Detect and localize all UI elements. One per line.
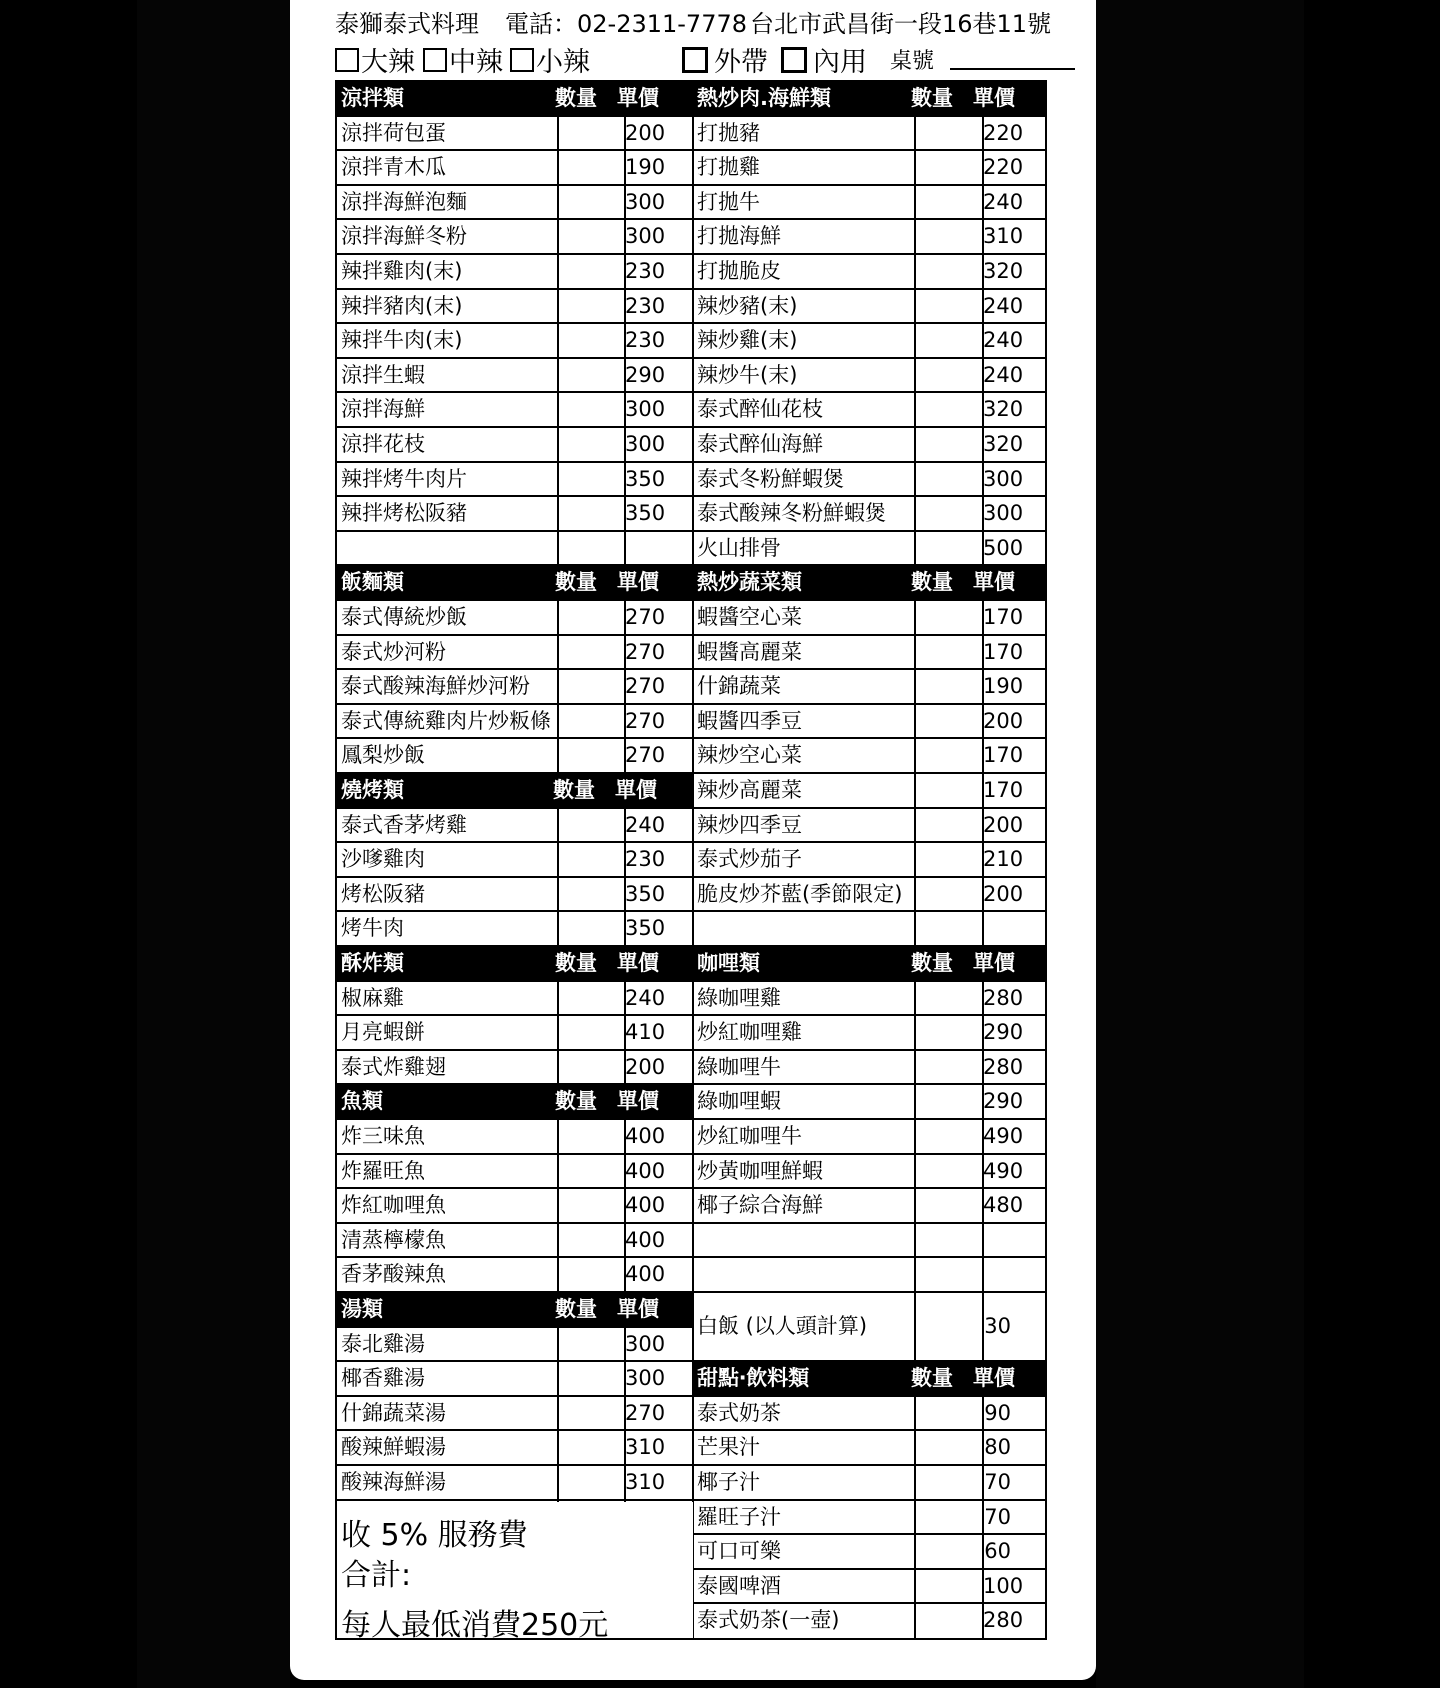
item-name: 涼拌荷包蛋 — [341, 120, 446, 145]
menu-item-row[interactable] — [337, 601, 693, 636]
item-name: 辣炒牛(末) — [697, 362, 798, 387]
item-name: 清蒸檸檬魚 — [341, 1227, 446, 1252]
item-name: 可口可樂 — [697, 1539, 781, 1564]
menu-item-row[interactable] — [337, 1431, 693, 1466]
item-name: 炸三味魚 — [341, 1124, 425, 1148]
item-price: 400 — [625, 1158, 666, 1183]
menu-item-row[interactable] — [693, 1258, 1045, 1293]
menu-item-row[interactable] — [337, 428, 693, 463]
menu-item-row[interactable] — [693, 1431, 1045, 1466]
price-column-header: 單價 — [617, 1089, 659, 1114]
item-price: 300 — [625, 432, 666, 456]
item-name: 泰式炸雞翅 — [341, 1054, 446, 1079]
menu-item-row[interactable] — [693, 1051, 1045, 1086]
item-price: 310 — [625, 1470, 666, 1494]
menu-item-row[interactable] — [693, 1535, 1045, 1570]
spice-mild-option[interactable] — [510, 40, 590, 79]
item-price: 270 — [625, 1400, 666, 1425]
left-background — [0, 0, 137, 1688]
checkbox-icon[interactable] — [682, 47, 708, 73]
item-name: 打拋豬 — [697, 120, 760, 145]
service-charge-note: 收 5% 服務費 — [341, 1518, 528, 1553]
item-name: 泰北雞湯 — [341, 1331, 425, 1356]
dinein-option[interactable] — [781, 40, 867, 79]
item-name: 芒果汁 — [697, 1435, 760, 1460]
item-price: 280 — [983, 1608, 1024, 1633]
item-price: 90 — [984, 1400, 1011, 1425]
item-name: 泰式香茅烤雞 — [341, 812, 467, 837]
item-name: 泰式傳統雞肉片炒粄條 — [341, 708, 551, 733]
item-price: 410 — [625, 1020, 666, 1045]
section-title: 咖哩類 — [697, 951, 760, 975]
menu-item-row[interactable] — [693, 428, 1045, 463]
item-price: 240 — [625, 812, 666, 837]
item-price: 170 — [983, 778, 1024, 802]
qty-column-header: 數量 — [911, 86, 953, 110]
item-name: 打拋海鮮 — [697, 224, 781, 249]
price-column-header: 單價 — [615, 778, 657, 802]
menu-item-row[interactable] — [337, 324, 693, 359]
item-price: 200 — [983, 708, 1024, 733]
item-name: 綠咖哩牛 — [697, 1054, 781, 1079]
menu-item-row[interactable] — [337, 878, 693, 913]
menu-item-row[interactable] — [337, 843, 693, 878]
section-title: 燒烤類 — [341, 778, 404, 802]
menu-item-row[interactable] — [337, 1466, 693, 1501]
item-price: 490 — [983, 1124, 1024, 1148]
footer-box — [337, 1502, 693, 1643]
item-price: 400 — [625, 1262, 666, 1287]
item-price: 320 — [983, 432, 1024, 456]
price-column-header: 單價 — [617, 951, 659, 975]
menu-item-row[interactable] — [337, 220, 693, 255]
menu-item-row[interactable] — [693, 1016, 1045, 1051]
restaurant-name: 泰獅泰式料理 — [335, 10, 479, 38]
item-price: 350 — [625, 881, 666, 906]
item-name: 辣拌豬肉(末) — [341, 293, 463, 318]
item-price: 300 — [983, 501, 1024, 526]
item-name: 辣炒空心菜 — [697, 743, 802, 768]
item-price: 60 — [984, 1539, 1011, 1564]
menu-item-row[interactable] — [693, 1189, 1045, 1224]
item-price: 230 — [625, 328, 666, 353]
item-price: 100 — [983, 1573, 1024, 1598]
price-column-header: 單價 — [617, 86, 659, 110]
item-price: 320 — [983, 259, 1024, 283]
item-price: 230 — [625, 259, 666, 283]
section-header-veg — [693, 566, 1045, 601]
item-name: 酸辣海鮮湯 — [341, 1470, 446, 1494]
menu-item-row[interactable] — [693, 912, 1045, 947]
menu-item-row[interactable] — [693, 1466, 1045, 1501]
menu-item-row[interactable] — [337, 982, 693, 1017]
menu-item-row[interactable] — [693, 117, 1045, 152]
section-header-stirfry — [693, 82, 1045, 117]
menu-item-row[interactable] — [337, 1120, 693, 1155]
item-name: 蝦醬四季豆 — [697, 708, 802, 733]
price-column-header: 單價 — [973, 951, 1015, 975]
menu-item-row[interactable] — [337, 151, 693, 186]
menu-item-row[interactable] — [693, 290, 1045, 325]
menu-item-row[interactable] — [337, 1328, 693, 1363]
dinein-label: 內用 — [813, 47, 867, 78]
item-name: 蝦醬高麗菜 — [697, 639, 802, 664]
item-name: 辣拌烤牛肉片 — [341, 466, 467, 491]
item-price: 350 — [625, 916, 666, 941]
item-name: 泰式酸辣冬粉鮮蝦煲 — [697, 501, 886, 526]
item-price: 290 — [983, 1020, 1024, 1045]
spice-mid-option[interactable] — [423, 40, 503, 79]
checkbox-icon[interactable] — [510, 48, 534, 72]
menu-item-row[interactable] — [337, 359, 693, 394]
item-price: 220 — [983, 120, 1024, 145]
menu-item-row[interactable] — [337, 1189, 693, 1224]
menu-item-row[interactable] — [693, 878, 1045, 913]
section-header-fried — [337, 947, 693, 982]
section-title: 甜點‧飲料類 — [697, 1366, 810, 1391]
item-price: 70 — [984, 1470, 1011, 1494]
qty-column-header: 數量 — [555, 570, 597, 595]
item-name: 沙嗲雞肉 — [341, 847, 425, 872]
menu-item-row[interactable] — [337, 739, 693, 774]
menu-item-row[interactable] — [693, 532, 1045, 567]
item-price: 350 — [625, 466, 666, 491]
menu-item-row[interactable] — [693, 843, 1045, 878]
menu-item-row[interactable] — [693, 739, 1045, 774]
price-column-header: 單價 — [973, 570, 1015, 595]
section-title: 熱炒蔬菜類 — [697, 570, 802, 595]
item-name: 什錦蔬菜湯 — [341, 1400, 446, 1425]
item-name: 酸辣鮮蝦湯 — [341, 1435, 446, 1460]
spice-mid-label: 中辣 — [449, 47, 503, 78]
qty-column-header: 數量 — [555, 1297, 597, 1321]
menu-item-row[interactable] — [693, 186, 1045, 221]
item-price: 240 — [983, 362, 1024, 387]
item-price: 500 — [983, 535, 1024, 560]
item-price: 400 — [625, 1124, 666, 1148]
phone-number: 電話：02-2311-7778 — [505, 10, 748, 38]
menu-item-row[interactable] — [693, 463, 1045, 498]
item-price: 200 — [625, 1054, 666, 1079]
item-name: 打拋雞 — [697, 155, 760, 180]
item-price: 240 — [983, 328, 1024, 353]
menu-item-row[interactable] — [693, 1397, 1045, 1432]
item-price: 270 — [625, 708, 666, 733]
menu-item-row[interactable] — [337, 117, 693, 152]
menu-item-row[interactable] — [693, 220, 1045, 255]
menu-item-row[interactable] — [693, 670, 1045, 705]
item-name: 涼拌青木瓜 — [341, 155, 446, 180]
menu-item-row[interactable] — [337, 1224, 693, 1259]
item-price: 270 — [625, 605, 666, 629]
item-price: 230 — [625, 847, 666, 872]
item-name: 炒黃咖哩鮮蝦 — [697, 1158, 823, 1183]
section-header-cold — [337, 82, 693, 117]
menu-item-row[interactable] — [337, 1051, 693, 1086]
header-line — [335, 4, 1075, 40]
item-name: 火山排骨 — [697, 535, 781, 560]
item-name: 椰子汁 — [697, 1470, 760, 1494]
checkbox-icon[interactable] — [781, 47, 807, 73]
item-price: 300 — [625, 1331, 666, 1356]
item-name: 蝦醬空心菜 — [697, 605, 802, 629]
qty-column-header: 數量 — [911, 570, 953, 595]
item-price: 80 — [984, 1435, 1011, 1460]
menu-item-row[interactable] — [337, 809, 693, 844]
menu-item-row[interactable] — [337, 1016, 693, 1051]
menu-item-row[interactable] — [693, 255, 1045, 290]
menu-item-row[interactable] — [693, 636, 1045, 671]
item-price: 170 — [983, 743, 1024, 768]
left-background-inner — [137, 0, 290, 1688]
item-name: 炸紅咖哩魚 — [341, 1193, 446, 1218]
menu-item-row[interactable] — [693, 393, 1045, 428]
item-name: 辣拌牛肉(末) — [341, 328, 463, 353]
item-name: 泰式醉仙花枝 — [697, 397, 823, 422]
item-price: 300 — [625, 1366, 666, 1391]
item-name: 綠咖哩雞 — [697, 985, 781, 1010]
item-name: 香茅酸辣魚 — [341, 1262, 446, 1287]
item-price: 320 — [983, 397, 1024, 422]
item-price: 240 — [983, 189, 1024, 214]
item-name: 椰子綜合海鮮 — [697, 1193, 823, 1218]
item-name: 羅旺子汁 — [697, 1504, 781, 1529]
item-name: 涼拌海鮮 — [341, 397, 425, 422]
menu-item-row[interactable] — [693, 1570, 1045, 1605]
item-name: 辣炒四季豆 — [697, 812, 802, 837]
item-price: 310 — [625, 1435, 666, 1460]
menu-item-row[interactable] — [693, 1120, 1045, 1155]
section-header-dessert — [693, 1362, 1045, 1397]
menu-item-row[interactable] — [337, 532, 693, 567]
qty-column-header: 數量 — [911, 951, 953, 975]
item-price: 170 — [983, 639, 1024, 664]
item-name: 辣炒雞(末) — [697, 328, 798, 353]
checkbox-icon[interactable] — [423, 48, 447, 72]
item-price: 240 — [625, 985, 666, 1010]
qty-column-header: 數量 — [555, 86, 597, 110]
section-header-grill — [337, 774, 693, 809]
checkbox-icon[interactable] — [335, 48, 359, 72]
item-price: 300 — [625, 224, 666, 249]
menu-item-row[interactable] — [337, 186, 693, 221]
menu-item-row[interactable] — [693, 1155, 1045, 1190]
spice-hot-option[interactable] — [335, 40, 415, 79]
item-price: 170 — [983, 605, 1024, 629]
section-title: 涼拌類 — [341, 86, 404, 110]
menu-item-row[interactable] — [693, 359, 1045, 394]
item-name: 泰式奶茶 — [697, 1400, 781, 1425]
item-price: 280 — [983, 1054, 1024, 1079]
item-price: 200 — [983, 881, 1024, 906]
menu-item-row[interactable] — [337, 705, 693, 740]
section-title: 熱炒肉.海鮮類 — [697, 86, 831, 110]
item-price: 350 — [625, 501, 666, 526]
item-name: 椒麻雞 — [341, 985, 404, 1010]
item-price: 400 — [625, 1193, 666, 1218]
menu-item-row[interactable] — [693, 1085, 1045, 1120]
menu-item-row[interactable] — [337, 670, 693, 705]
item-name: 辣拌雞肉(末) — [341, 259, 463, 283]
section-title: 湯類 — [341, 1297, 383, 1321]
item-price: 200 — [625, 120, 666, 145]
item-price: 30 — [984, 1314, 1011, 1338]
menu-item-row[interactable] — [337, 1362, 693, 1397]
item-price: 290 — [983, 1089, 1024, 1114]
item-price: 280 — [983, 985, 1024, 1010]
table-number-label: 桌號 — [890, 49, 935, 74]
menu-item-row[interactable] — [693, 324, 1045, 359]
item-name: 什錦蔬菜 — [697, 674, 781, 699]
item-name: 辣炒豬(末) — [697, 293, 798, 318]
item-name: 炸羅旺魚 — [341, 1158, 425, 1183]
item-price: 200 — [983, 812, 1024, 837]
menu-item-row[interactable] — [337, 290, 693, 325]
item-price: 400 — [625, 1227, 666, 1252]
item-price: 300 — [983, 466, 1024, 491]
menu-item-row[interactable] — [693, 601, 1045, 636]
item-name: 泰式奶茶(一壺) — [697, 1608, 840, 1633]
menu-item-row[interactable] — [337, 1397, 693, 1432]
spice-hot-label: 大辣 — [361, 47, 415, 78]
menu-item-row[interactable] — [693, 705, 1045, 740]
item-price: 210 — [983, 847, 1024, 872]
item-name: 脆皮炒芥藍(季節限定) — [697, 881, 903, 906]
price-column-header: 單價 — [973, 86, 1015, 110]
menu-item-row[interactable] — [693, 1224, 1045, 1259]
item-name: 涼拌海鮮冬粉 — [341, 224, 467, 249]
item-name: 泰式醉仙海鮮 — [697, 432, 823, 456]
address: 台北市武昌街一段16巷11號 — [750, 10, 1052, 38]
item-price: 240 — [983, 293, 1024, 318]
item-price: 290 — [625, 362, 666, 387]
item-price: 300 — [625, 397, 666, 422]
item-price: 70 — [984, 1504, 1011, 1529]
item-price: 270 — [625, 743, 666, 768]
item-name: 泰式酸辣海鮮炒河粉 — [341, 674, 530, 699]
price-column-header: 單價 — [617, 570, 659, 595]
item-name: 泰式傳統炒飯 — [341, 605, 467, 629]
menu-item-row[interactable] — [337, 497, 693, 532]
section-header-rice — [337, 566, 693, 601]
minimum-spend-note: 每人最低消費250元 — [341, 1608, 609, 1643]
menu-item-row[interactable] — [337, 463, 693, 498]
section-header-fish — [337, 1085, 693, 1120]
menu-item-row[interactable] — [693, 774, 1045, 809]
section-header-soup — [337, 1293, 693, 1328]
item-name: 泰式炒茄子 — [697, 847, 802, 872]
price-column-header: 單價 — [973, 1366, 1015, 1391]
item-name: 綠咖哩蝦 — [697, 1089, 781, 1114]
item-price: 490 — [983, 1158, 1024, 1183]
item-name: 泰式炒河粉 — [341, 639, 446, 664]
menu-item-row[interactable] — [337, 1258, 693, 1293]
item-name: 鳳梨炒飯 — [341, 743, 425, 768]
item-name: 打拋脆皮 — [697, 259, 781, 283]
menu-item-row[interactable] — [337, 1155, 693, 1190]
item-price: 300 — [625, 189, 666, 214]
item-name: 月亮蝦餅 — [341, 1020, 425, 1045]
item-price: 190 — [625, 155, 666, 180]
item-price: 220 — [983, 155, 1024, 180]
item-name: 泰式冬粉鮮蝦煲 — [697, 466, 844, 491]
qty-column-header: 數量 — [555, 1089, 597, 1114]
qty-column-header: 數量 — [553, 778, 595, 802]
item-price: 230 — [625, 293, 666, 318]
menu-item-row[interactable] — [337, 393, 693, 428]
item-price: 270 — [625, 639, 666, 664]
qty-column-header: 數量 — [911, 1366, 953, 1391]
item-name: 涼拌花枝 — [341, 432, 425, 456]
price-column-header: 單價 — [617, 1297, 659, 1321]
menu-sheet — [290, 0, 1096, 1680]
white-rice-row[interactable] — [693, 1293, 1045, 1362]
takeout-option[interactable] — [682, 40, 768, 79]
menu-item-row[interactable] — [693, 809, 1045, 844]
item-name: 炒紅咖哩雞 — [697, 1020, 802, 1045]
takeout-label: 外帶 — [714, 47, 768, 78]
item-price: 480 — [983, 1193, 1024, 1218]
menu-item-row[interactable] — [693, 1604, 1045, 1639]
item-name: 打拋牛 — [697, 189, 760, 214]
menu-item-row[interactable] — [693, 497, 1045, 532]
menu-item-row[interactable] — [337, 636, 693, 671]
menu-grid — [335, 80, 1047, 1643]
menu-item-row[interactable] — [693, 982, 1045, 1017]
right-background-inner — [1096, 0, 1304, 1688]
item-name: 涼拌海鮮泡麵 — [341, 189, 467, 214]
item-price: 310 — [983, 224, 1024, 249]
item-name: 烤松阪豬 — [341, 881, 425, 906]
item-price: 270 — [625, 674, 666, 699]
item-name: 白飯 (以人頭計算) — [697, 1314, 868, 1338]
item-name: 辣炒高麗菜 — [697, 778, 802, 802]
menu-item-row[interactable] — [693, 1501, 1045, 1536]
item-name: 炒紅咖哩牛 — [697, 1124, 802, 1148]
order-options — [335, 40, 1075, 80]
section-header-curry — [693, 947, 1045, 982]
menu-item-row[interactable] — [693, 151, 1045, 186]
right-background — [1304, 0, 1440, 1688]
menu-item-row[interactable] — [337, 255, 693, 290]
item-price: 190 — [983, 674, 1024, 699]
item-name: 椰香雞湯 — [341, 1366, 425, 1391]
qty-column-header: 數量 — [555, 951, 597, 975]
total-label: 合計: — [341, 1558, 412, 1593]
item-name: 烤牛肉 — [341, 916, 404, 941]
section-title: 飯麵類 — [341, 570, 404, 595]
table-number-field[interactable] — [950, 68, 1075, 70]
item-name: 泰國啤酒 — [697, 1573, 781, 1598]
item-name: 涼拌生蝦 — [341, 362, 425, 387]
spice-mild-label: 小辣 — [536, 47, 590, 78]
section-title: 魚類 — [341, 1089, 383, 1114]
menu-item-row[interactable] — [337, 912, 693, 947]
item-name: 辣拌烤松阪豬 — [341, 501, 467, 526]
section-title: 酥炸類 — [341, 951, 404, 975]
